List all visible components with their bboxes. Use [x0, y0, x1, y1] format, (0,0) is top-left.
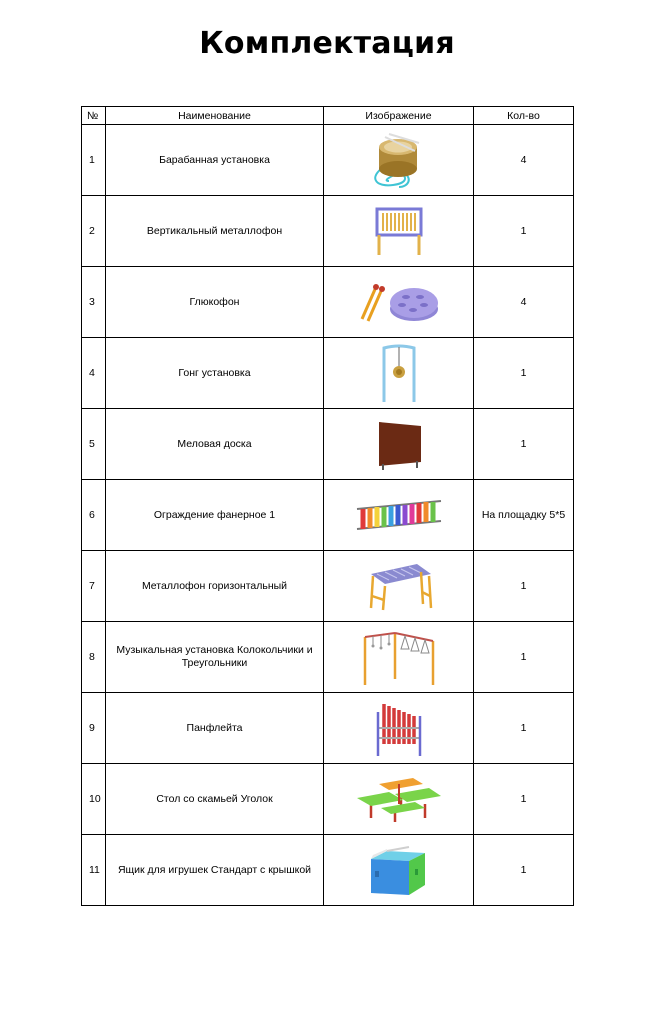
row-qty: 1: [474, 764, 574, 835]
row-qty: На площадку 5*5: [474, 480, 574, 551]
gong-stand-image: [374, 342, 424, 404]
table-row: [82, 693, 574, 764]
row-qty: 4: [474, 267, 574, 338]
header-qty: Кол-во: [474, 107, 574, 125]
header-num: №: [82, 107, 106, 125]
row-name: Меловая доска: [106, 409, 324, 480]
panflute-image: [372, 698, 426, 758]
row-name: Барабанная установка: [106, 125, 324, 196]
row-num: 6: [82, 480, 106, 551]
row-num: 9: [82, 693, 106, 764]
row-name: Панфлейта: [106, 693, 324, 764]
row-name: Ограждение фанерное 1: [106, 480, 324, 551]
row-num: 8: [82, 622, 106, 693]
row-num: 2: [82, 196, 106, 267]
table-row: [82, 125, 574, 196]
table-row: [82, 196, 574, 267]
table-row: [82, 480, 574, 551]
row-name: Стол со скамьей Уголок: [106, 764, 324, 835]
table-row: [82, 551, 574, 622]
bells-triangles-image: [359, 627, 439, 687]
header-name: Наименование: [106, 107, 324, 125]
row-name: Вертикальный металлофон: [106, 196, 324, 267]
vertical-metallophone-image: [369, 205, 429, 257]
row-qty: 1: [474, 693, 574, 764]
row-qty: 1: [474, 551, 574, 622]
table-row: [82, 622, 574, 693]
header-image: Изображение: [324, 107, 474, 125]
table-row: [82, 764, 574, 835]
row-qty: 1: [474, 622, 574, 693]
glucophone-image: [354, 279, 444, 325]
table-row: [82, 835, 574, 906]
row-qty: 1: [474, 835, 574, 906]
table-row: [82, 338, 574, 409]
row-qty: 4: [474, 125, 574, 196]
horizontal-metallophone-image: [361, 560, 437, 612]
row-num: 1: [82, 125, 106, 196]
row-qty: 1: [474, 338, 574, 409]
row-name: Глюкофон: [106, 267, 324, 338]
row-name: Гонг установка: [106, 338, 324, 409]
row-name: Музыкальная установка Колокольчики и Треугольники: [106, 622, 324, 693]
toy-box-image: [367, 841, 431, 899]
row-qty: 1: [474, 409, 574, 480]
row-num: 11: [82, 835, 106, 906]
table-bench-image: [355, 774, 443, 824]
plywood-fence-image: [353, 495, 445, 535]
chalkboard-image: [371, 418, 427, 470]
row-qty: 1: [474, 196, 574, 267]
row-num: 4: [82, 338, 106, 409]
row-num: 5: [82, 409, 106, 480]
table-row: [82, 267, 574, 338]
page-title: Комплектация: [199, 26, 455, 61]
row-name: Ящик для игрушек Стандарт с крышкой: [106, 835, 324, 906]
row-num: 7: [82, 551, 106, 622]
equipment-table: [81, 106, 574, 906]
drum-kit-image: [359, 129, 439, 191]
row-num: 10: [82, 764, 106, 835]
row-name: Металлофон горизонтальный: [106, 551, 324, 622]
table-header-row: [82, 107, 574, 125]
row-num: 3: [82, 267, 106, 338]
table-row: [82, 409, 574, 480]
